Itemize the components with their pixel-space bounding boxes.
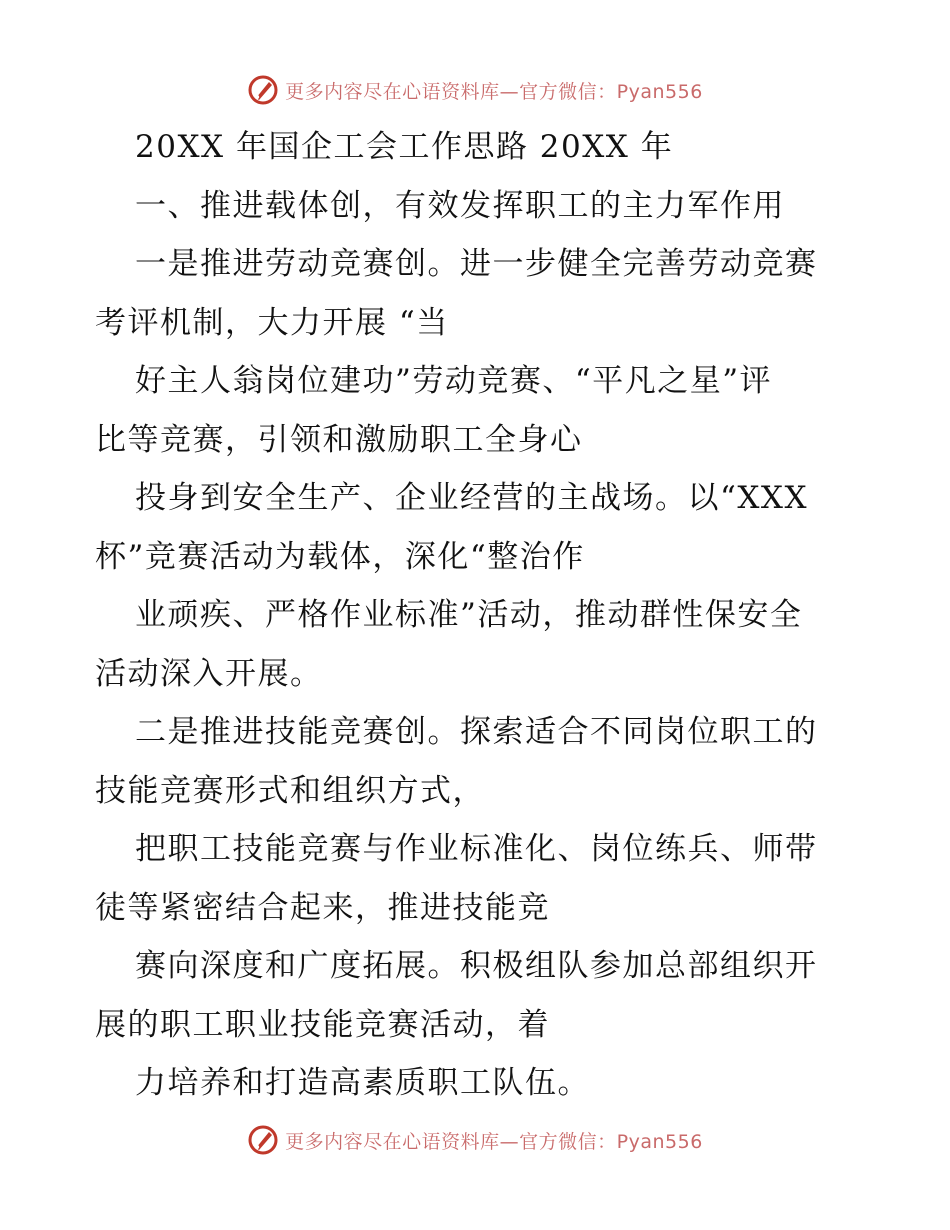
paragraph-line: 一是推进劳动竞赛创。进一步健全完善劳动竞赛 bbox=[135, 246, 818, 282]
paragraph-line: 好主人翁岗位建功”劳动竞赛、“平凡之星”评 bbox=[135, 363, 773, 399]
quill-logo-icon bbox=[247, 74, 279, 106]
document-body bbox=[95, 118, 855, 1113]
header-watermark bbox=[0, 70, 950, 110]
paragraph-line: 赛向深度和广度拓展。积极组队参加总部组织开 bbox=[135, 948, 818, 984]
doc-title-line: 20XX 年国企工会工作思路 20XX 年 bbox=[135, 129, 674, 165]
paragraph-line: 展的职工职业技能竞赛活动，着 bbox=[95, 1006, 550, 1043]
paragraph-line: 比等竞赛，引领和激励职工全身心 bbox=[95, 421, 583, 458]
paragraph-line: 业顽疾、严格作业标准”活动，推动群性保安全 bbox=[135, 597, 803, 633]
paragraph-line: 投身到安全生产、企业经营的主战场。以“XXX bbox=[135, 480, 809, 516]
section-heading-line: 一、推进载体创，有效发挥职工的主力军作用 bbox=[135, 187, 785, 224]
paragraph-line: 二是推进技能竞赛创。探索适合不同岗位职工的 bbox=[135, 714, 818, 750]
paragraph-line: 力培养和打造高素质职工队伍。 bbox=[135, 1065, 590, 1101]
paragraph-line: 活动深入开展。 bbox=[95, 655, 323, 692]
quill-logo-icon bbox=[247, 1124, 279, 1156]
paragraph-line: 把职工技能竞赛与作业标准化、岗位练兵、师带 bbox=[135, 831, 818, 867]
footer-watermark bbox=[0, 1120, 950, 1160]
paragraph-line: 技能竞赛形式和组织方式， bbox=[95, 772, 485, 809]
watermark-text: 更多内容尽在心语资料库—官方微信：Pyan556 bbox=[285, 80, 703, 103]
watermark-text: 更多内容尽在心语资料库—官方微信：Pyan556 bbox=[285, 1130, 703, 1153]
paragraph-line: 杯”竞赛活动为载体，深化“整治作 bbox=[95, 538, 585, 575]
paragraph-line: 考评机制，大力开展 “当 bbox=[95, 304, 449, 341]
paragraph-line: 徒等紧密结合起来，推进技能竞 bbox=[95, 889, 550, 926]
